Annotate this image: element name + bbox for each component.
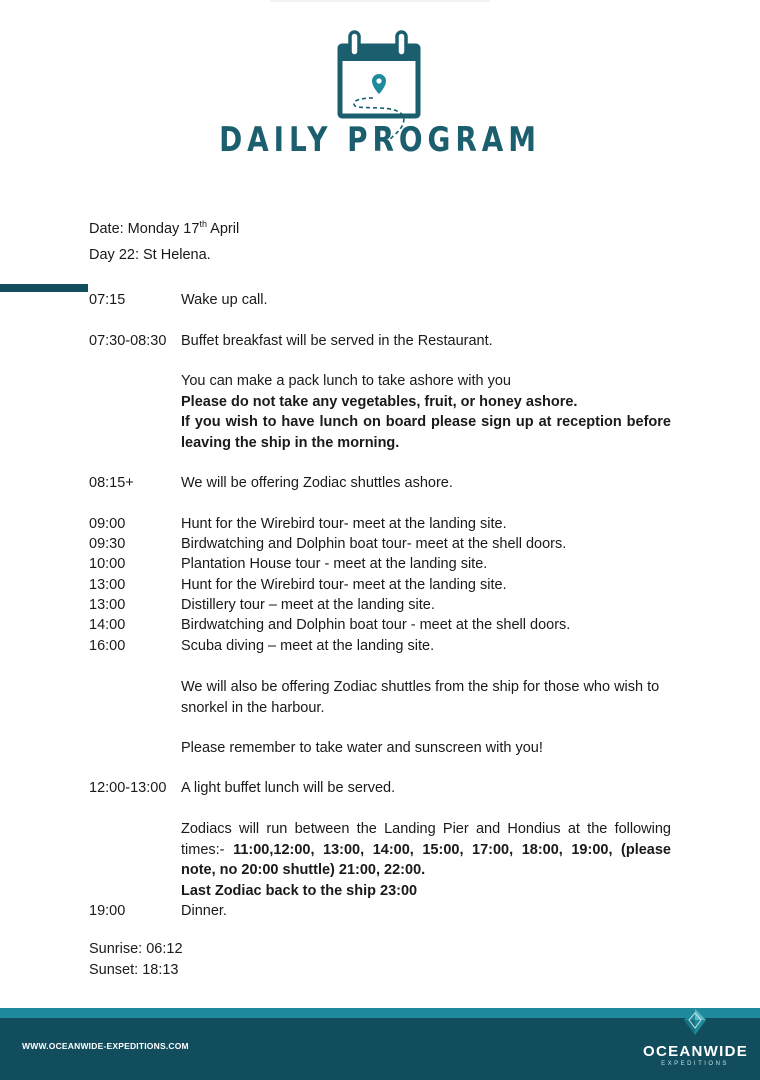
lunch-signup-note: If you wish to have lunch on board please sign up at reception before leaving the ship in the morning.	[181, 414, 671, 451]
day-line: Day 22: St Helena.	[89, 247, 211, 263]
tour-time: 14:00	[89, 617, 126, 633]
no-produce-warning: Please do not take any vegetables, fruit, or honey ashore.	[181, 393, 578, 410]
date-text: Date: Monday 17	[89, 220, 200, 237]
brand-logo	[643, 1008, 747, 1067]
pack-lunch-line: You can make a pack lunch to take ashore with you	[181, 373, 511, 389]
footer	[0, 1018, 760, 1080]
tour-time: 10:00	[89, 556, 126, 572]
zodiac-times: 11:00,12:00, 13:00, 14:00, 15:00, 17:00, 18:00, 19:00, (please note, no 20:00 shuttle) 21:00, 22:00.	[181, 841, 671, 878]
row-text: We will be offering Zodiac shuttles ashore.	[181, 475, 453, 491]
tour-time: 09:30	[89, 536, 126, 552]
tour-text: Birdwatching and Dolphin boat tour - meet at the shell doors.	[181, 617, 571, 633]
tour-text: Plantation House tour - meet at the landing site.	[181, 556, 488, 572]
last-zodiac-note: Last Zodiac back to the ship 23:00	[181, 882, 418, 899]
water-note-text: Please remember to take water and sunscreen with you!	[181, 740, 543, 756]
brand-name: OCEANWIDE	[643, 1043, 749, 1060]
tour-text: Scuba diving – meet at the landing site.	[181, 638, 435, 654]
row-time: 19:00	[89, 903, 126, 919]
date-line	[89, 219, 239, 237]
tour-text: Distillery tour – meet at the landing site.	[181, 597, 435, 613]
sunrise: Sunrise: 06:12	[89, 941, 183, 957]
row-text: Dinner.	[181, 903, 227, 919]
date-month: April	[206, 220, 240, 237]
sunset: Sunset: 18:13	[89, 962, 179, 978]
tour-time: 13:00	[89, 597, 126, 613]
date-ordinal: th	[199, 219, 207, 229]
row-text: Buffet breakfast will be served in the Restaurant.	[181, 333, 493, 349]
tour-time: 09:00	[89, 516, 126, 532]
accent-bar	[0, 284, 88, 292]
title-word-program: PROGRAM	[347, 120, 541, 160]
tour-text: Hunt for the Wirebird tour- meet at the landing site.	[181, 516, 507, 532]
row-time: 12:00-13:00	[89, 780, 167, 796]
brand-subtitle: EXPEDITIONS	[661, 1061, 729, 1067]
diamond-icon	[682, 1008, 708, 1036]
snorkel-note-text: We will also be offering Zodiac shuttles from the ship for those who wish to snorkel in the harbour.	[181, 679, 660, 716]
row-time: 07:30-08:30	[89, 333, 167, 349]
zodiac-note-plain: Zodiacs will run between the Landing Pier and Hondius at the following times:-	[181, 821, 671, 858]
tour-text: Birdwatching and Dolphin boat tour- meet at the shell doors.	[181, 536, 567, 552]
row-time: 07:15	[89, 292, 126, 308]
top-divider	[270, 0, 490, 2]
tour-text: Hunt for the Wirebird tour- meet at the landing site.	[181, 577, 507, 593]
row-text: Wake up call.	[181, 292, 268, 308]
website-link[interactable]: WWW.OCEANWIDE-EXPEDITIONS.COM	[22, 1041, 189, 1051]
row-text: A light buffet lunch will be served.	[181, 780, 396, 796]
title-word-daily: DAILY	[219, 120, 333, 160]
tour-time: 16:00	[89, 638, 126, 654]
tour-time: 13:00	[89, 577, 126, 593]
page-title	[68, 120, 691, 160]
row-time: 08:15+	[89, 475, 134, 491]
